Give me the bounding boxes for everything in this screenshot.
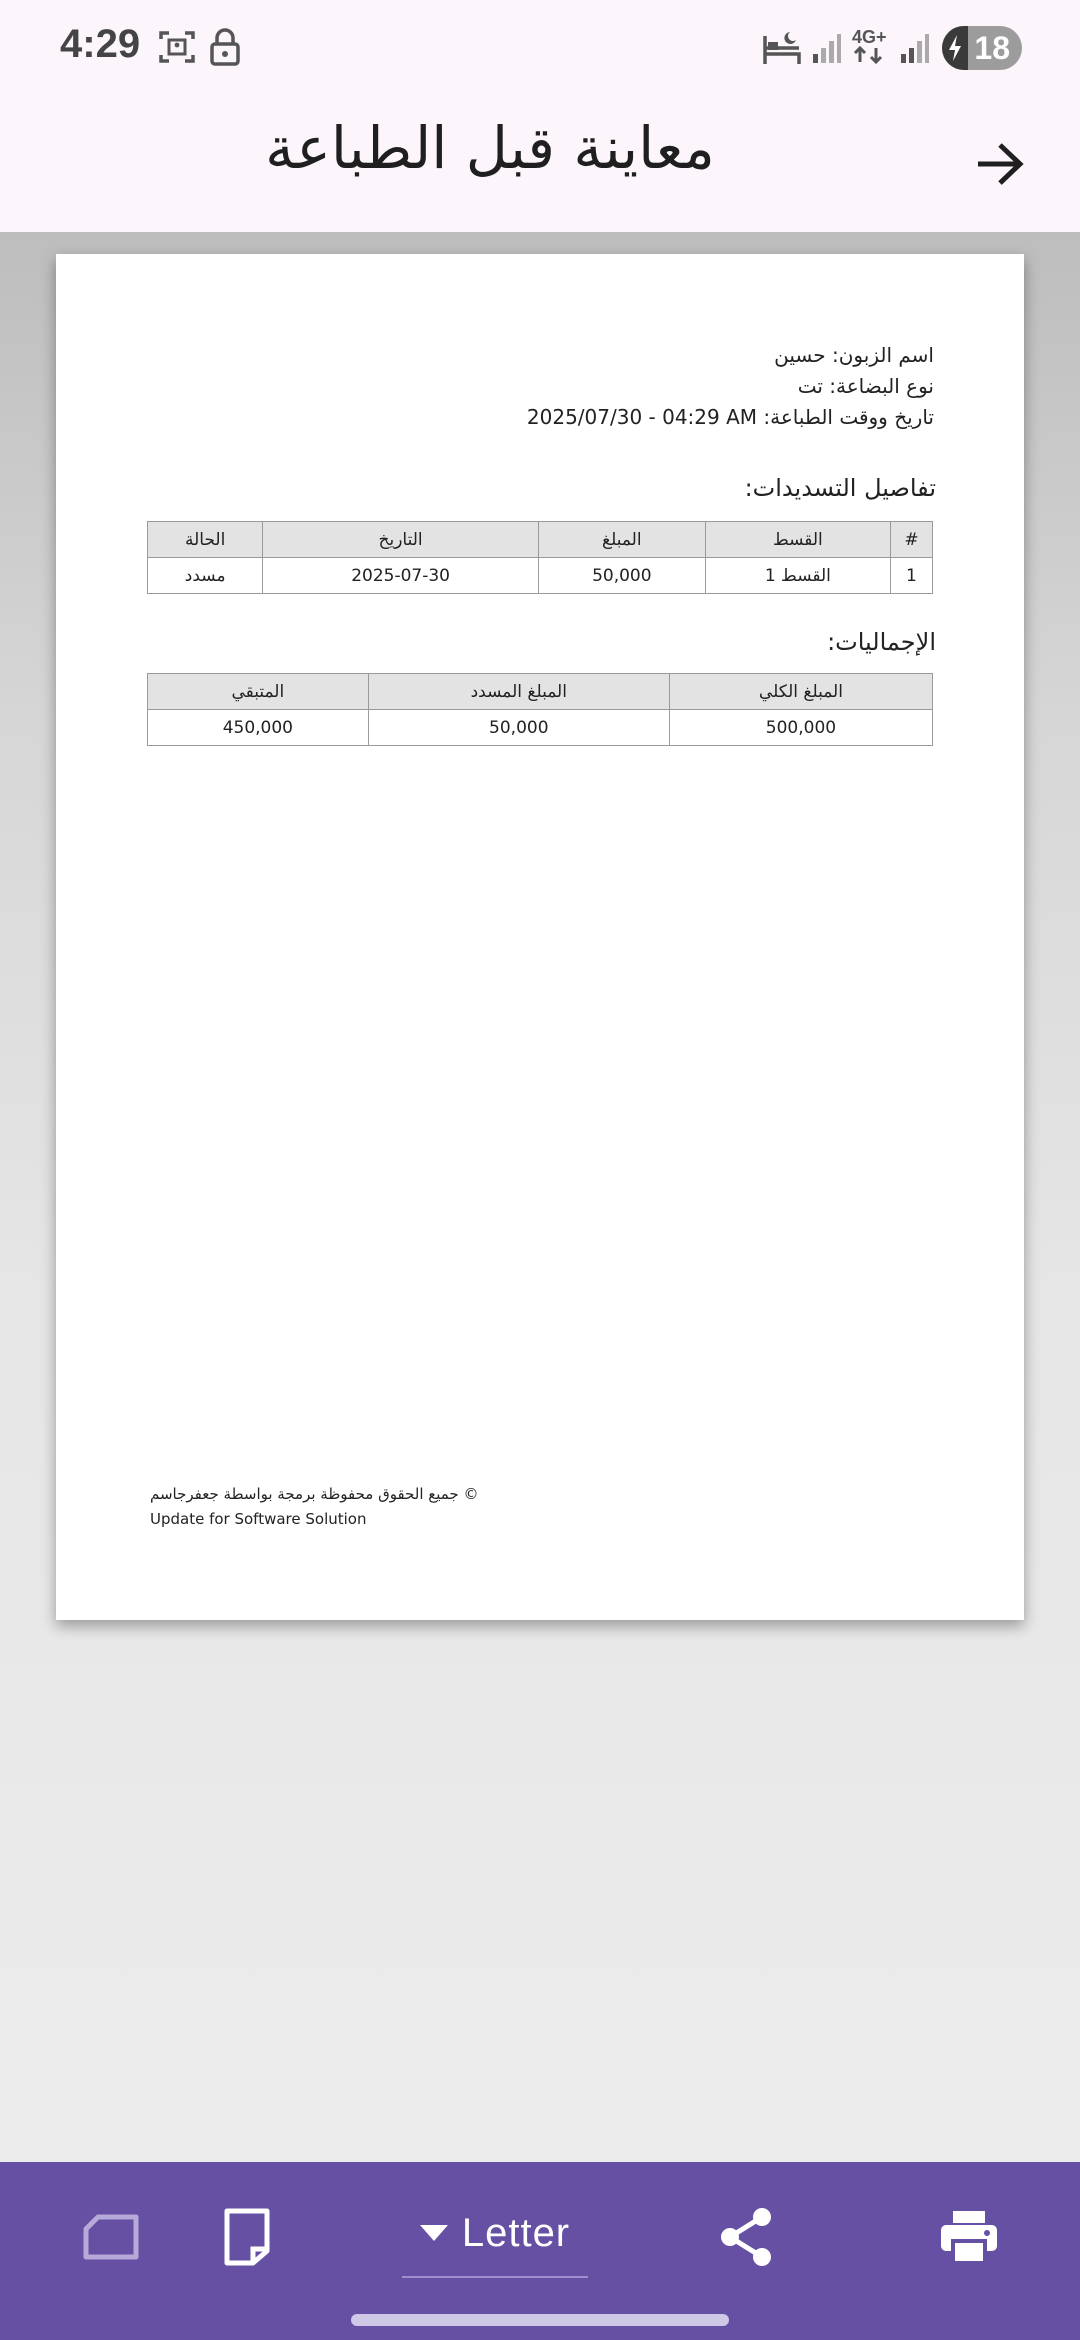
- table-header-cell: المبلغ المسدد: [368, 674, 669, 710]
- table-header-cell: المبلغ الكلي: [669, 674, 932, 710]
- table-header-cell: التاريخ: [263, 522, 539, 558]
- table-cell: مسدد: [148, 558, 263, 594]
- portrait-button[interactable]: [212, 2202, 282, 2272]
- network-type: 4G+: [852, 28, 887, 67]
- lock-icon: [208, 28, 242, 70]
- share-button[interactable]: [716, 2202, 776, 2272]
- table-row: [148, 710, 933, 746]
- totals-table: [147, 673, 933, 746]
- table-header-cell: #: [890, 522, 932, 558]
- table-header-cell: المتبقي: [148, 674, 369, 710]
- table-header-row: [148, 674, 933, 710]
- print-icon: [939, 2209, 999, 2265]
- table-cell: 50,000: [368, 710, 669, 746]
- payments-section-title: تفاصيل التسديدات:: [744, 474, 936, 502]
- gesture-nav-handle[interactable]: [351, 2314, 729, 2326]
- copyright-text: © جميع الحقوق محفوظة برمجة بواسطة جعفرجاسم: [150, 1485, 479, 1503]
- print-preview-area[interactable]: [0, 232, 1080, 2162]
- paper-size-dropdown[interactable]: [402, 2190, 588, 2278]
- status-bar: [0, 0, 1080, 96]
- dropdown-arrow-icon: [420, 2225, 448, 2241]
- totals-section-title: الإجماليات:: [827, 628, 936, 656]
- share-icon: [718, 2207, 774, 2267]
- table-cell: 2025-07-30: [263, 558, 539, 594]
- table-header-row: [148, 522, 933, 558]
- back-button[interactable]: [960, 124, 1040, 204]
- table-row: [148, 558, 933, 594]
- portrait-orientation-icon: [223, 2207, 271, 2267]
- table-header-cell: القسط: [705, 522, 890, 558]
- document-info: [527, 340, 934, 433]
- table-header-cell: الحالة: [148, 522, 263, 558]
- goods-type: نوع البضاعة: تت: [797, 374, 934, 398]
- paper-size-label: Letter: [461, 2210, 571, 2255]
- app-bar: [0, 96, 1080, 232]
- document-page: [56, 254, 1024, 1620]
- table-cell: 500,000: [669, 710, 932, 746]
- screenshot-icon: [158, 28, 196, 70]
- signal-icon: [812, 32, 842, 68]
- print-datetime: تاريخ ووقت الطباعة: 2025/07/30 - 04:29 AM: [526, 405, 934, 429]
- sleep-mode-icon: [762, 30, 802, 70]
- footer-company: Update for Software Solution: [150, 1510, 367, 1528]
- arrow-right-icon: [974, 140, 1026, 188]
- customer-name: اسم الزبون: حسين: [774, 343, 934, 367]
- landscape-button[interactable]: [76, 2202, 146, 2272]
- battery-indicator: 18: [942, 26, 1022, 70]
- table-cell: 50,000: [538, 558, 705, 594]
- document-footer: [150, 1482, 478, 1532]
- print-datetime-value: 2025/07/30 - 04:29 AM: [526, 405, 758, 429]
- status-time: 4:29: [60, 22, 141, 66]
- landscape-orientation-icon: [82, 2214, 140, 2260]
- print-button[interactable]: [934, 2202, 1004, 2272]
- signal-icon-2: [900, 32, 930, 68]
- table-cell: 1: [890, 558, 932, 594]
- table-cell: القسط 1: [705, 558, 890, 594]
- table-header-cell: المبلغ: [538, 522, 705, 558]
- charging-icon: [942, 26, 968, 70]
- page-title: معاينة قبل الطباعة: [265, 114, 715, 182]
- table-cell: 450,000: [148, 710, 369, 746]
- payments-table: [147, 521, 933, 594]
